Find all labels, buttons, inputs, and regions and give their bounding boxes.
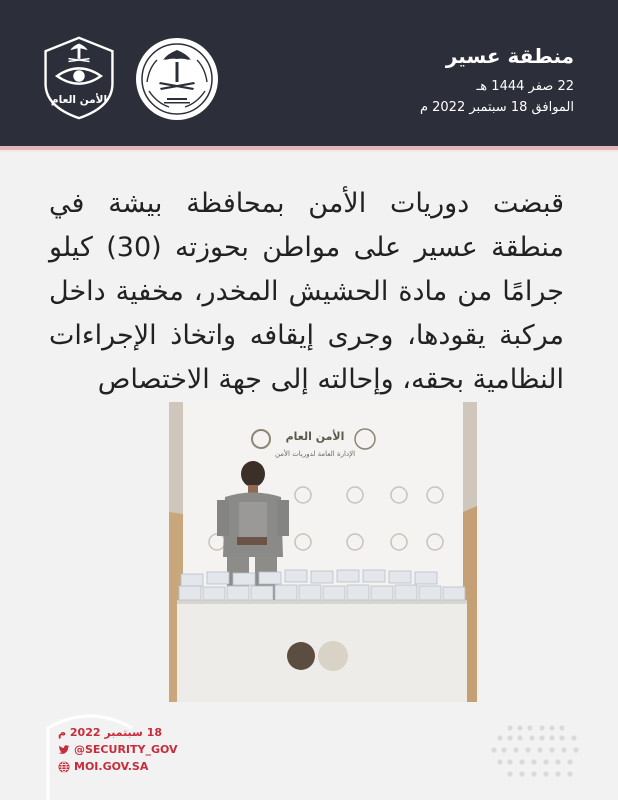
security-logo-text: الأمن العام [50, 93, 108, 106]
footer [58, 724, 178, 775]
header-accent-line-light [0, 150, 618, 152]
seizure-photo [169, 402, 477, 702]
hijri-date: 22 صفر 1444 هـ [476, 79, 574, 94]
wall-title: الأمن العام [285, 430, 345, 443]
article-body: قبضت دوريات الأمن بمحافظة بيشة في منطقة عسير على مواطن بحوزته (30) كيلو جرامًا من مادة الحشيش المخدر، مخفية داخل مركبة يقودها، وجرى إيقافه واتخاذ الإجراءات النظامية بحقه، وإحالته إلى جهة الاختصاص [49, 188, 564, 395]
decorative-dot-pattern [488, 722, 584, 786]
header-bar [0, 0, 618, 146]
website-url: MOI.GOV.SA [74, 760, 149, 773]
saudi-emblem-logo [134, 36, 220, 122]
gregorian-date: الموافق 18 سبتمبر 2022 م [419, 100, 574, 115]
twitter-link[interactable] [58, 741, 178, 758]
wall-subtitle: الإدارة العامة لدوريات الأمن [274, 450, 356, 458]
globe-icon [58, 761, 70, 773]
footer-date: 18 سبتمبر 2022 م [58, 726, 163, 739]
header-text-block [274, 42, 574, 118]
public-security-logo [36, 34, 122, 120]
region-title: منطقة عسير [445, 44, 574, 68]
twitter-handle: @SECURITY_GOV [74, 743, 178, 756]
website-link[interactable] [58, 758, 178, 775]
twitter-icon [58, 744, 70, 756]
